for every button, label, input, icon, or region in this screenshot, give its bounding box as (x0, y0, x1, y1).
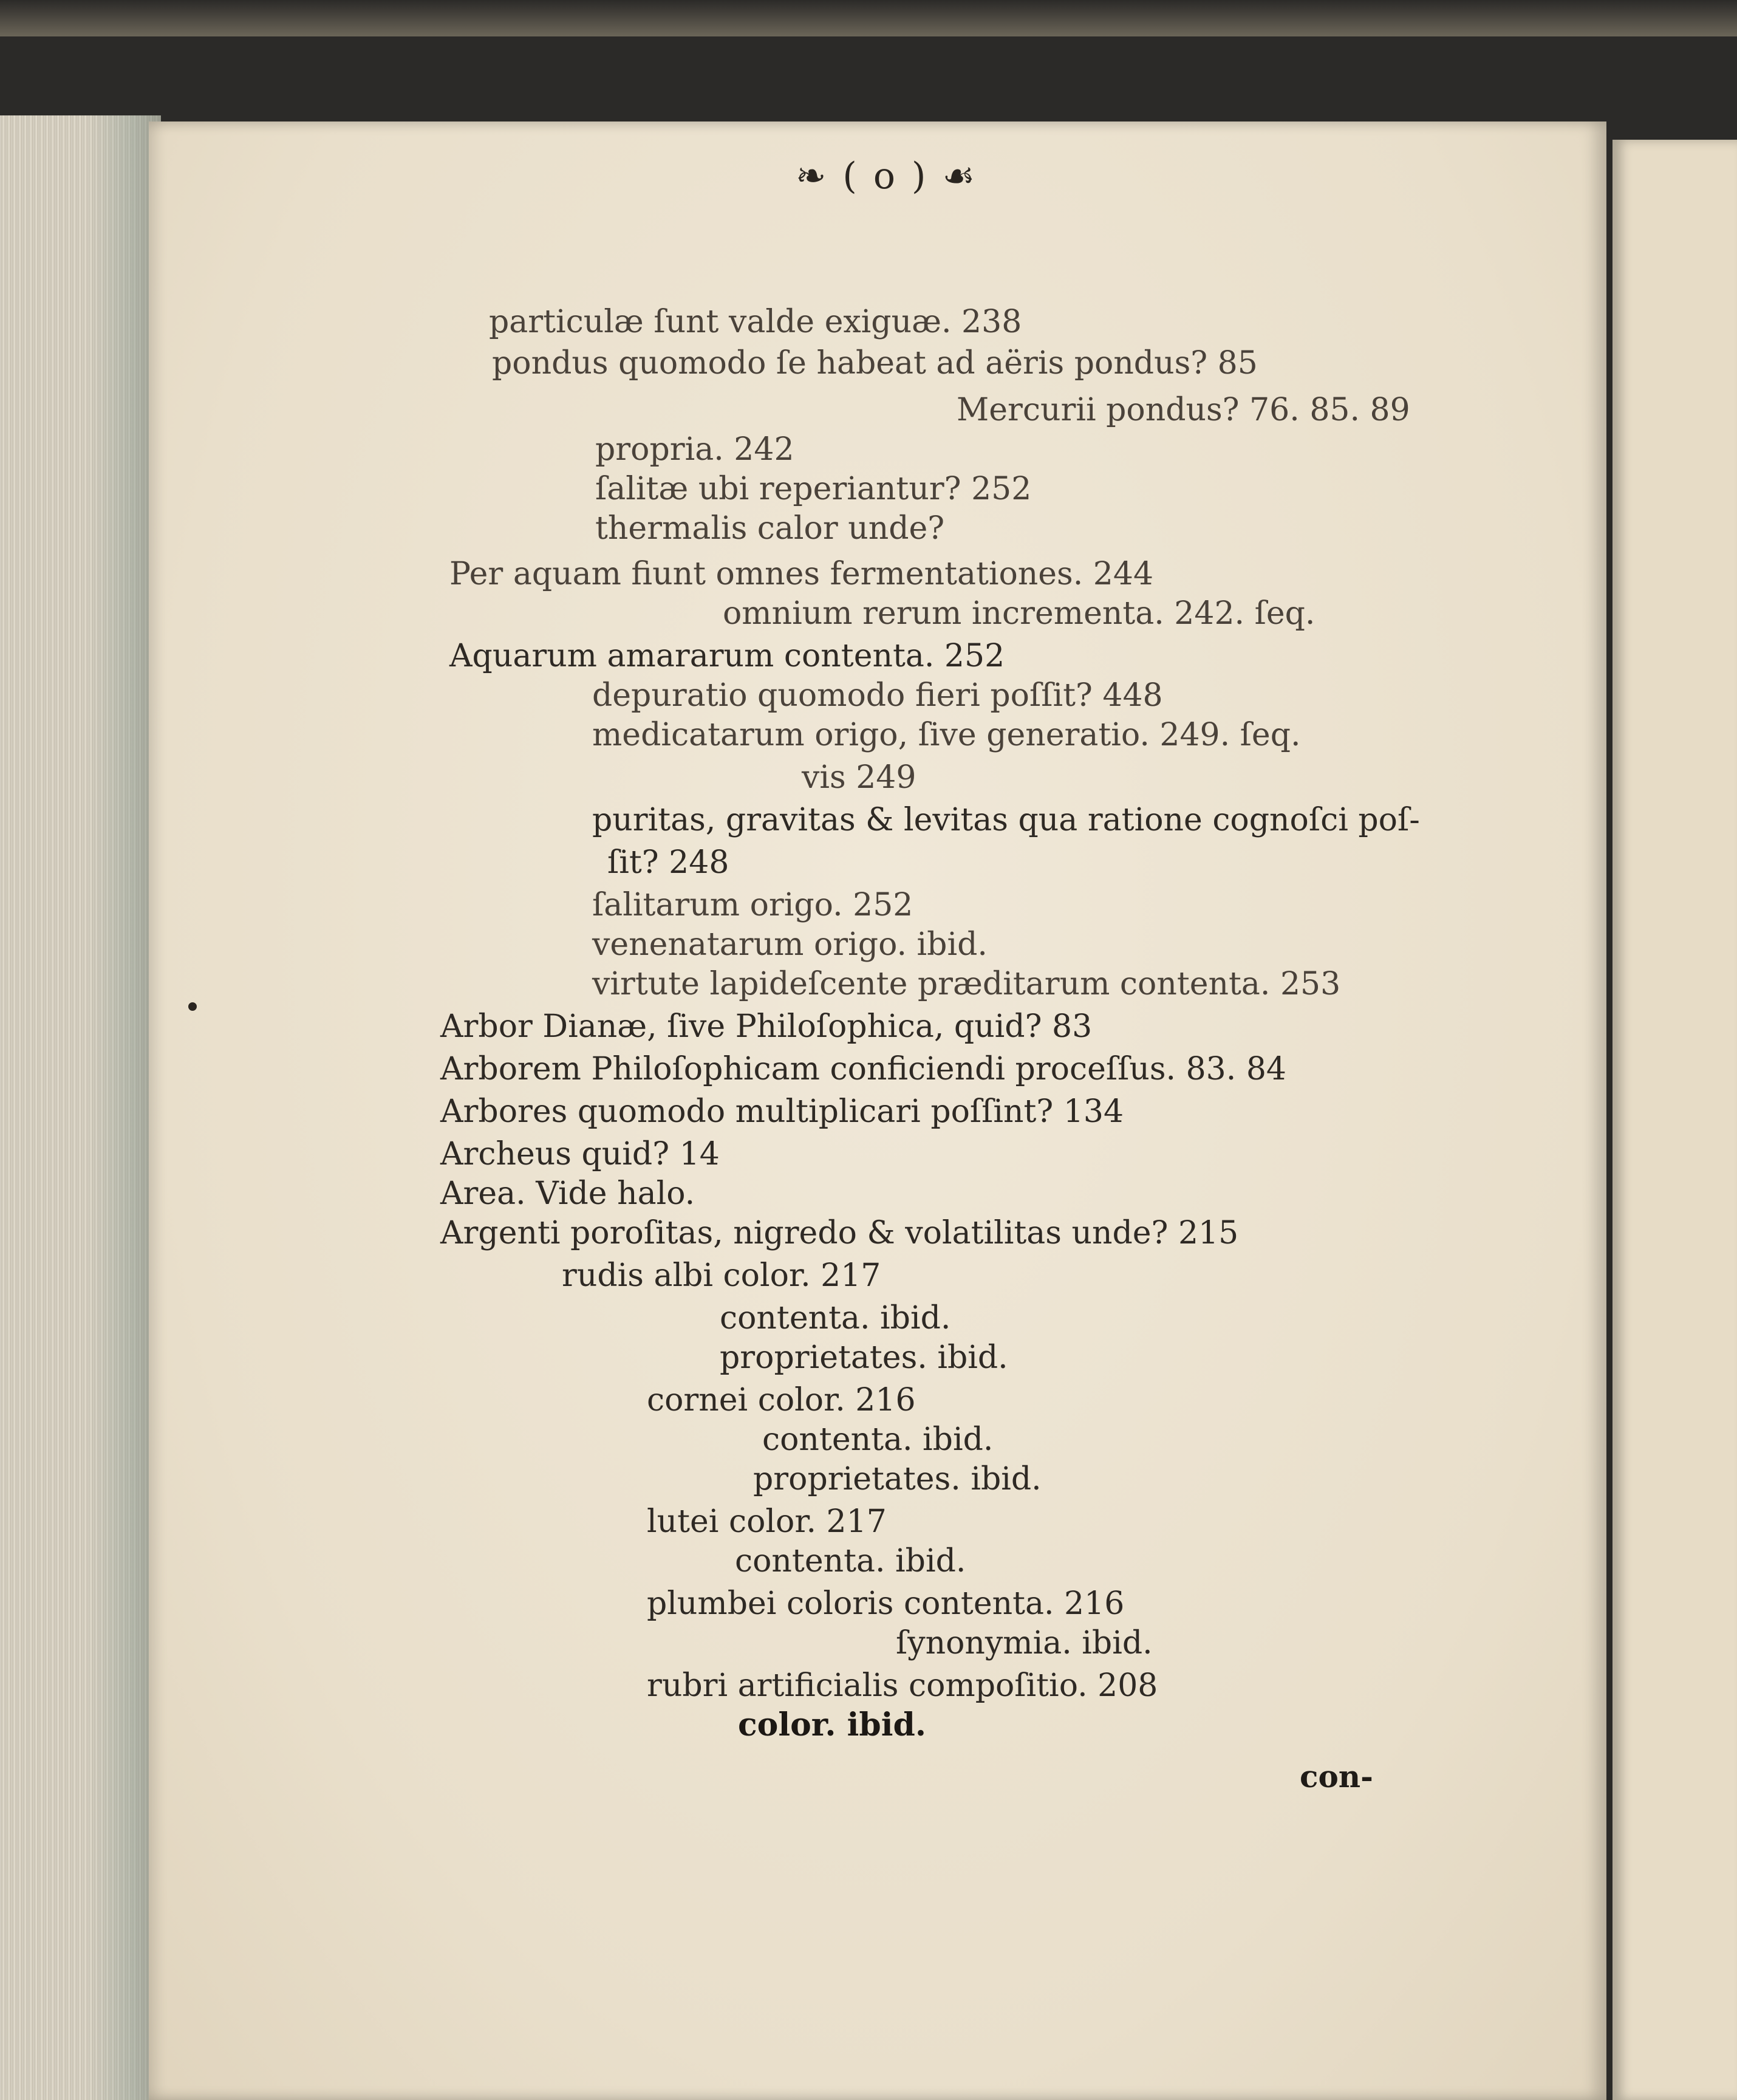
index-entry: contenta. ibid. (735, 1543, 966, 1579)
index-entry: virtute lapideſcente præditarum contenta. 253 (592, 966, 1341, 1002)
index-entry: Mercurii pondus? 76. 85. 89 (957, 392, 1410, 428)
index-entry: pondus quomodo ſe habeat ad aëris pondus? 85 (492, 345, 1258, 381)
index-entry: venenatarum origo. ibid. (592, 926, 988, 963)
index-entry: proprietates. ibid. (720, 1339, 1008, 1376)
page-header: ❧ ( o ) ☙ (796, 155, 978, 197)
index-entry: Arbores quomodo multiplicari poſſint? 134 (440, 1093, 1124, 1130)
index-entry: contenta. ibid. (762, 1421, 994, 1458)
index-entry: Argenti poroſitas, nigredo & volatilitas unde? 215 (440, 1215, 1239, 1251)
index-entry: proprietates. ibid. (753, 1461, 1042, 1497)
index-entry: propria. 242 (595, 431, 794, 468)
index-entry: Aquarum amararum contenta. 252 (449, 638, 1005, 674)
index-entry: medicatarum origo, ſive generatio. 249. ſeq. (592, 717, 1301, 753)
index-entry: vis 249 (802, 759, 916, 796)
index-entry: contenta. ibid. (720, 1300, 951, 1336)
index-entry: ſalitæ ubi reperiantur? 252 (595, 471, 1032, 507)
index-entry: thermalis calor unde? (595, 510, 945, 547)
index-entry: rubri artificialis compoſitio. 208 (647, 1667, 1158, 1704)
catchword: con- (1300, 1759, 1373, 1794)
index-entry: ſynonymia. ibid. (896, 1625, 1153, 1661)
index-entry: Area. Vide halo. (440, 1175, 695, 1212)
index-entry: cornei color. 216 (647, 1382, 916, 1418)
index-entry: ſalitarum origo. 252 (592, 887, 913, 923)
index-entry: Per aquam fiunt omnes fermentationes. 244 (449, 556, 1154, 592)
ink-speck (188, 1002, 197, 1011)
facing-page (1612, 140, 1737, 2100)
page-edges (0, 115, 161, 2100)
index-entry: ſit? 248 (607, 844, 729, 881)
index-entry: depuratio quomodo fieri poſſit? 448 (592, 677, 1163, 714)
index-entry: lutei color. 217 (647, 1503, 887, 1540)
index-entry: Arbor Dianæ, ſive Philoſophica, quid? 83 (440, 1008, 1093, 1045)
index-entry: plumbei coloris contenta. 216 (647, 1585, 1125, 1622)
background-top (0, 0, 1737, 36)
index-entry: Archeus quid? 14 (440, 1136, 720, 1172)
index-entry: Arborem Philoſophicam conficiendi proceſſus. 83. 84 (440, 1051, 1286, 1087)
index-entry: rudis albi color. 217 (562, 1257, 881, 1294)
index-entry: omnium rerum incrementa. 242. ſeq. (723, 595, 1316, 632)
index-entry: puritas, gravitas & levitas qua ratione cognoſci poſ- (592, 802, 1420, 838)
index-entry: color. ibid. (738, 1706, 926, 1743)
index-entry: particulæ ſunt valde exiguæ. 238 (489, 304, 1022, 340)
